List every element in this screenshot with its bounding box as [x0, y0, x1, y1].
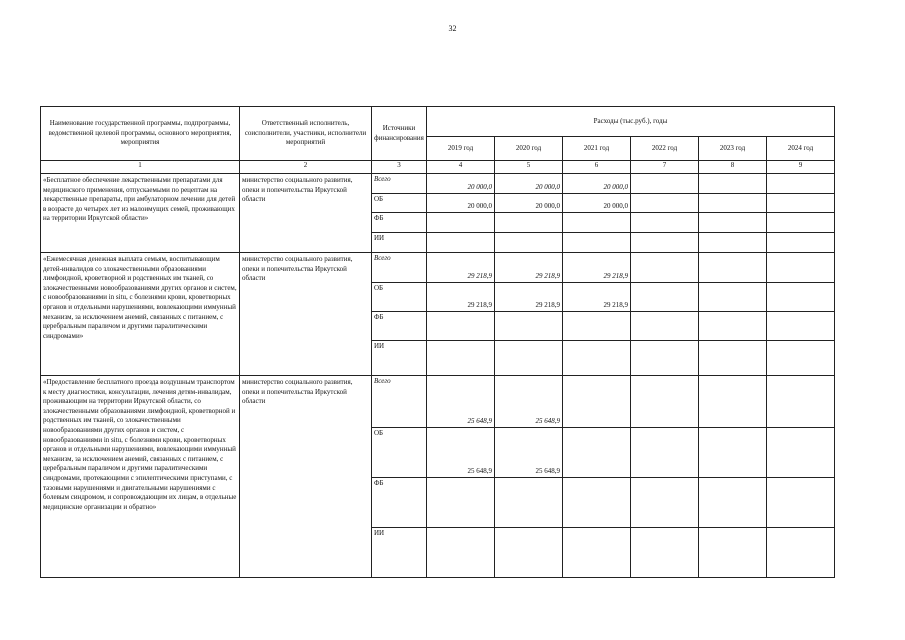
responsible-executor: министерство социального развития, опеки и попечительства Иркутской области — [240, 253, 372, 376]
value-cell — [699, 428, 767, 478]
value-cell: 29 218,9 — [563, 283, 631, 312]
value-cell — [767, 478, 835, 528]
column-number: 2 — [240, 161, 372, 174]
column-number: 5 — [495, 161, 563, 174]
value-cell — [495, 528, 563, 578]
value-cell — [699, 233, 767, 253]
value-cell — [427, 528, 495, 578]
value-cell — [699, 341, 767, 376]
value-cell — [563, 213, 631, 233]
source-label: Всего — [372, 253, 427, 283]
measure-name: «Предоставление бесплатного проезда воздушным транспортом к месту диагностики, консультации, лечения детям-инвалидам, проживающим на территории Иркутской области, со злокачественными образованиями лимфоидной, кроветворной и родственных им тканей, со злокачественными новообразованиями других органов и систем, с новообразованиями in situ, с болезнями крови, кроветворных органов и отдельными нарушениями, вовлекающими иммунный механизм, за исключением анемий, связанных с питанием, с церебральным параличом и другими паралитическими синдромами, протекающими с эпилептическими приступами, с тазовыми нарушениями и двигательными нарушениями с болевым синдромом, и сопровождающим их лицам, в отдельные медицинские организации и обратно» — [41, 376, 240, 578]
value-cell: 20 000,0 — [563, 194, 631, 213]
value-cell — [767, 283, 835, 312]
value-cell — [767, 253, 835, 283]
value-cell — [427, 233, 495, 253]
value-cell — [631, 194, 699, 213]
value-cell: 25 648,9 — [495, 376, 563, 428]
value-cell — [631, 213, 699, 233]
value-cell: 20 000,0 — [427, 194, 495, 213]
value-cell — [767, 233, 835, 253]
table-row — [41, 253, 835, 283]
value-cell — [767, 174, 835, 194]
value-cell — [563, 233, 631, 253]
source-label: ФБ — [372, 312, 427, 341]
value-cell — [495, 478, 563, 528]
value-cell: 25 648,9 — [427, 428, 495, 478]
table-row — [41, 174, 835, 194]
header-year: 2021 год — [563, 137, 631, 161]
value-cell: 20 000,0 — [495, 194, 563, 213]
value-cell — [699, 253, 767, 283]
source-label: ИИ — [372, 233, 427, 253]
value-cell: 20 000,0 — [495, 174, 563, 194]
value-cell — [631, 312, 699, 341]
value-cell — [631, 283, 699, 312]
column-number: 9 — [767, 161, 835, 174]
value-cell — [699, 213, 767, 233]
responsible-executor: министерство социального развития, опеки и попечительства Иркутской области — [240, 174, 372, 253]
value-cell: 20 000,0 — [427, 174, 495, 194]
header-expenses: Расходы (тыс.руб.), годы — [427, 107, 835, 137]
source-label: ОБ — [372, 283, 427, 312]
source-label: ОБ — [372, 194, 427, 213]
budget-table — [40, 106, 835, 578]
value-cell — [631, 428, 699, 478]
value-cell — [631, 174, 699, 194]
value-cell — [699, 174, 767, 194]
value-cell — [767, 528, 835, 578]
value-cell — [699, 283, 767, 312]
value-cell — [767, 341, 835, 376]
responsible-executor: министерство социального развития, опеки и попечительства Иркутской области — [240, 376, 372, 578]
column-number-row — [41, 161, 835, 174]
source-label: ИИ — [372, 341, 427, 376]
value-cell — [563, 341, 631, 376]
value-cell — [427, 213, 495, 233]
value-cell — [631, 233, 699, 253]
value-cell — [563, 428, 631, 478]
measure-name: «Бесплатное обеспечение лекарственными препаратами для медицинского применения, отпускаемыми по рецептам на лекарственные препараты, при амбулаторном лечении для детей в возрасте до четырех лет из малоимущих семей, проживающих на территории Иркутской области» — [41, 174, 240, 253]
value-cell — [563, 528, 631, 578]
value-cell — [563, 312, 631, 341]
value-cell — [631, 528, 699, 578]
value-cell: 29 218,9 — [427, 253, 495, 283]
header-year: 2024 год — [767, 137, 835, 161]
value-cell — [767, 312, 835, 341]
value-cell — [767, 194, 835, 213]
value-cell — [495, 213, 563, 233]
source-label: ФБ — [372, 478, 427, 528]
header-year: 2020 год — [495, 137, 563, 161]
source-label: Всего — [372, 376, 427, 428]
value-cell — [427, 478, 495, 528]
value-cell — [699, 312, 767, 341]
source-label: Всего — [372, 174, 427, 194]
value-cell — [699, 528, 767, 578]
column-number: 1 — [41, 161, 240, 174]
value-cell — [427, 312, 495, 341]
column-number: 4 — [427, 161, 495, 174]
value-cell — [495, 233, 563, 253]
column-number: 3 — [372, 161, 427, 174]
source-label: ИИ — [372, 528, 427, 578]
header-year: 2022 год — [631, 137, 699, 161]
value-cell: 25 648,9 — [427, 376, 495, 428]
value-cell — [495, 341, 563, 376]
page-number: 32 — [448, 24, 457, 33]
measure-name: «Ежемесячная денежная выплата семьям, воспитывающим детей-инвалидов со злокачественными образованиями лимфоидной, кроветворной и родственных им тканей, со злокачественными новообразованиями других органов и систем, с новообразованиями in situ, с болезнями крови, кроветворных органов и отдельными нарушениями, вовлекающими иммунный механизм, за исключением анемий, связанных с питанием, с церебральным параличом и другими паралитическими синдромами» — [41, 253, 240, 376]
value-cell — [767, 376, 835, 428]
value-cell — [495, 312, 563, 341]
value-cell — [563, 478, 631, 528]
value-cell — [631, 341, 699, 376]
source-label: ОБ — [372, 428, 427, 478]
value-cell: 25 648,9 — [495, 428, 563, 478]
header-year: 2019 год — [427, 137, 495, 161]
value-cell — [631, 478, 699, 528]
value-cell: 29 218,9 — [495, 253, 563, 283]
table-row — [41, 376, 835, 428]
column-number: 8 — [699, 161, 767, 174]
value-cell: 20 000,0 — [563, 174, 631, 194]
value-cell — [631, 376, 699, 428]
value-cell: 29 218,9 — [495, 283, 563, 312]
value-cell — [767, 428, 835, 478]
column-number: 6 — [563, 161, 631, 174]
column-number: 7 — [631, 161, 699, 174]
value-cell — [699, 478, 767, 528]
value-cell — [427, 341, 495, 376]
value-cell: 29 218,9 — [427, 283, 495, 312]
value-cell — [699, 376, 767, 428]
header-source: Источники финансирования — [372, 107, 427, 161]
header-name: Наименование государственной программы, подпрограммы, ведомственной целевой программы, основного мероприятия, мероприятия — [41, 107, 240, 161]
value-cell — [631, 253, 699, 283]
source-label: ФБ — [372, 213, 427, 233]
header-year: 2023 год — [699, 137, 767, 161]
value-cell: 29 218,9 — [563, 253, 631, 283]
value-cell — [767, 213, 835, 233]
value-cell — [699, 194, 767, 213]
header-responsible: Ответственный исполнитель, соисполнители, участники, исполнители мероприятий — [240, 107, 372, 161]
value-cell — [563, 376, 631, 428]
